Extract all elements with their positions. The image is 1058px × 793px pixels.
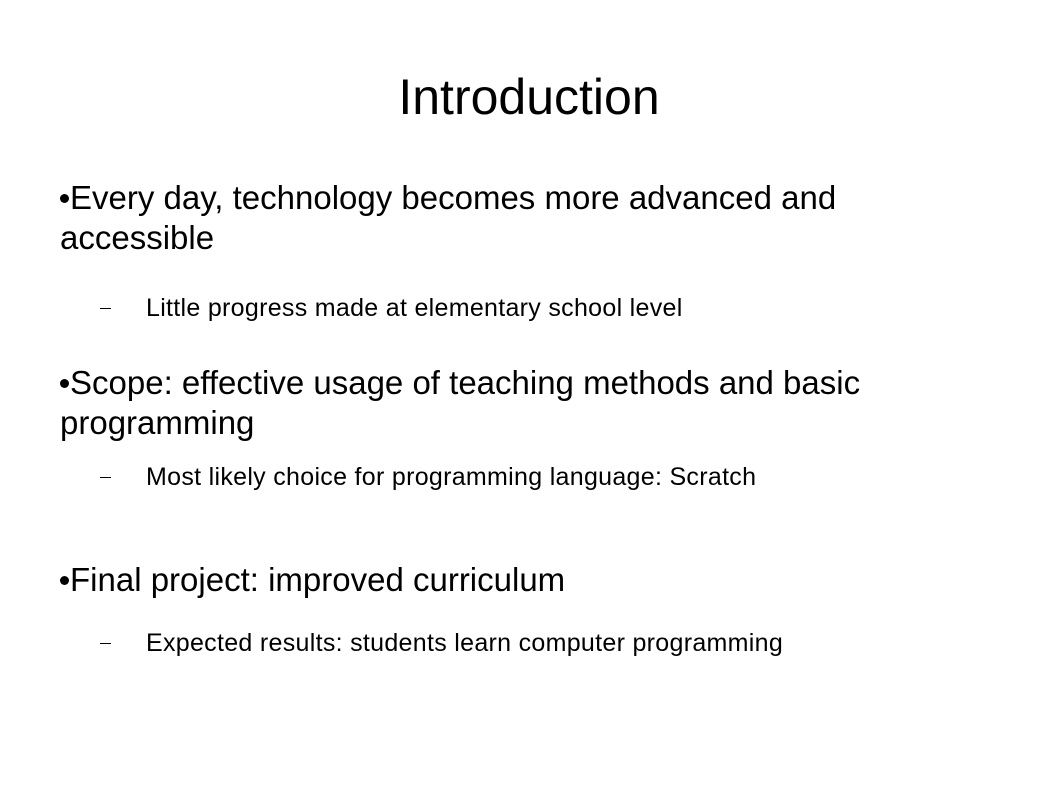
sub-bullet-text: Little progress made at elementary school level xyxy=(146,294,683,322)
bullet-text: Final project: improved curriculum xyxy=(70,561,566,598)
dash-bullet-icon xyxy=(100,308,111,309)
sub-bullet-text: Expected results: students learn computer programming xyxy=(146,629,784,657)
slide-title: Introduction xyxy=(398,69,660,125)
bullet-item-2 xyxy=(60,363,980,443)
bullet-text: Scope: effective usage of teaching methods and basic programming xyxy=(60,364,861,441)
sub-bullet-item-1-1 xyxy=(146,291,946,325)
dash-bullet-icon xyxy=(100,477,111,478)
dash-bullet-icon xyxy=(100,643,111,644)
filled-circle-bullet-icon xyxy=(60,194,69,203)
sub-bullet-item-3-1 xyxy=(146,626,946,660)
filled-circle-bullet-icon xyxy=(60,576,69,585)
bullet-item-1 xyxy=(60,178,980,258)
filled-circle-bullet-icon xyxy=(60,379,69,388)
bullet-text: Every day, technology becomes more advanced and accessible xyxy=(60,179,837,256)
sub-bullet-item-2-1 xyxy=(146,460,946,494)
sub-bullet-text: Most likely choice for programming language: Scratch xyxy=(146,463,757,491)
bullet-item-3 xyxy=(60,560,980,600)
